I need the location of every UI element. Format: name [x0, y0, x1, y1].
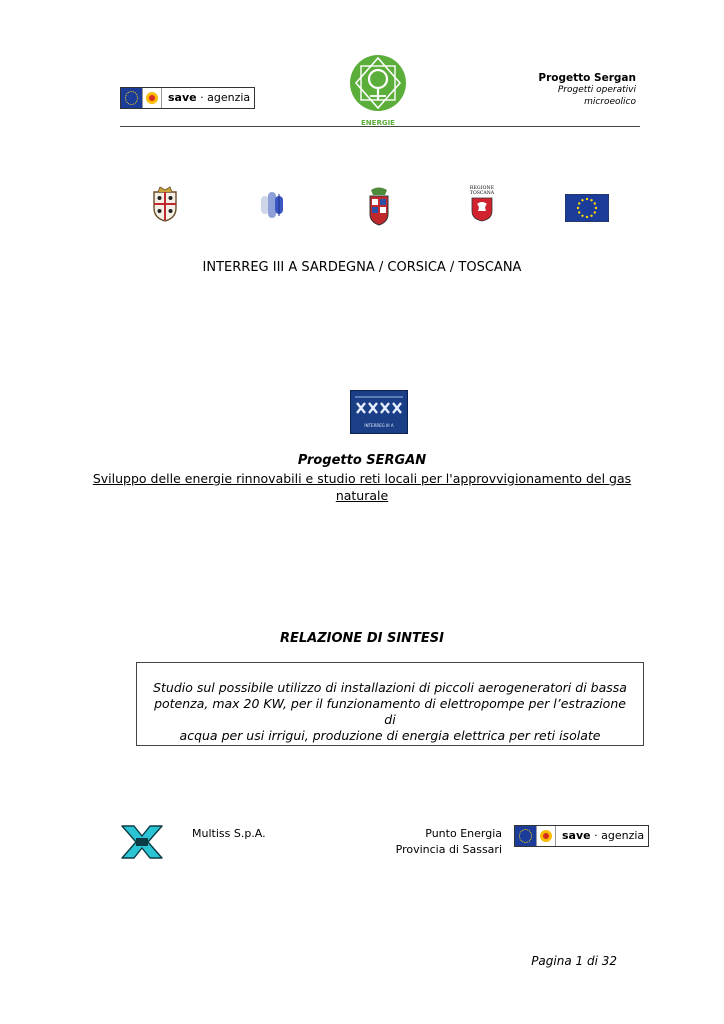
- energie-emblem-icon: [345, 52, 411, 114]
- footer-partner-line1: Punto Energia: [425, 827, 502, 840]
- corsica-logo-icon: [258, 188, 286, 222]
- regione-toscana-icon: [470, 196, 494, 222]
- header-project-sub1: Progetti operativi: [557, 85, 636, 95]
- interreg-logo-text: INTERREG III A: [364, 423, 394, 428]
- agenzia-brand: agenzia: [601, 829, 645, 842]
- project-title: Progetto SERGAN: [297, 453, 427, 468]
- header-project-sub2: microeolico: [584, 97, 636, 107]
- study-description-box: [136, 662, 644, 746]
- project-subtitle: [0, 470, 724, 504]
- header-project-title: Progetto Sergan: [538, 72, 636, 84]
- footer-partner: [380, 826, 502, 858]
- footer-company: Multiss S.p.A.: [192, 827, 266, 840]
- regione-label: REGIONE: [469, 186, 495, 191]
- provincia-crest-icon: [366, 186, 392, 226]
- eu-flag-icon: [565, 194, 609, 222]
- save-brand: save: [168, 91, 197, 104]
- footer-partner-line2: Provincia di Sassari: [395, 843, 502, 856]
- page-number: Pagina 1 di 32: [531, 954, 617, 968]
- multiss-logo-icon: [120, 824, 164, 860]
- study-line1: Studio sul possibile utilizzo di installazioni di piccoli aerogeneratori di bassa: [153, 680, 627, 695]
- sun-dot-icon: [142, 88, 161, 108]
- sun-dot-icon: [536, 826, 555, 846]
- interreg-logo: [350, 390, 408, 434]
- eu-flag-icon: [121, 88, 142, 108]
- energie-logo: [345, 52, 411, 126]
- interreg-emblem-icon: [351, 391, 407, 421]
- study-line3: acqua per usi irrigui, produzione di energia elettrica per reti isolate: [179, 728, 601, 743]
- interreg-title: INTERREG III A SARDEGNA / CORSICA / TOSCANA: [202, 260, 522, 275]
- study-line2: potenza, max 20 KW, per il funzionamento di elettropompe per l’estrazione di: [154, 696, 626, 727]
- header-project-info: [436, 72, 636, 108]
- toscana-label: TOSCANA: [469, 191, 495, 196]
- agenzia-brand: agenzia: [207, 91, 251, 104]
- relazione-title: RELAZIONE DI SINTESI: [279, 631, 445, 646]
- save-brand: save: [562, 829, 591, 842]
- eu-flag-icon: [515, 826, 536, 846]
- save-agenzia-logo: save · agenzia: [120, 87, 255, 109]
- header-divider: [120, 126, 640, 127]
- regione-toscana-logo: [469, 186, 495, 226]
- project-subtitle-line1: Sviluppo delle energie rinnovabili e studio reti locali per l'approvvigionamento del gas: [92, 471, 632, 486]
- footer-save-agenzia-logo: save · agenzia: [514, 825, 649, 847]
- project-subtitle-line2: naturale: [335, 488, 389, 503]
- sardegna-crest-icon: [150, 186, 180, 222]
- energie-label: ENERGIE: [361, 119, 395, 127]
